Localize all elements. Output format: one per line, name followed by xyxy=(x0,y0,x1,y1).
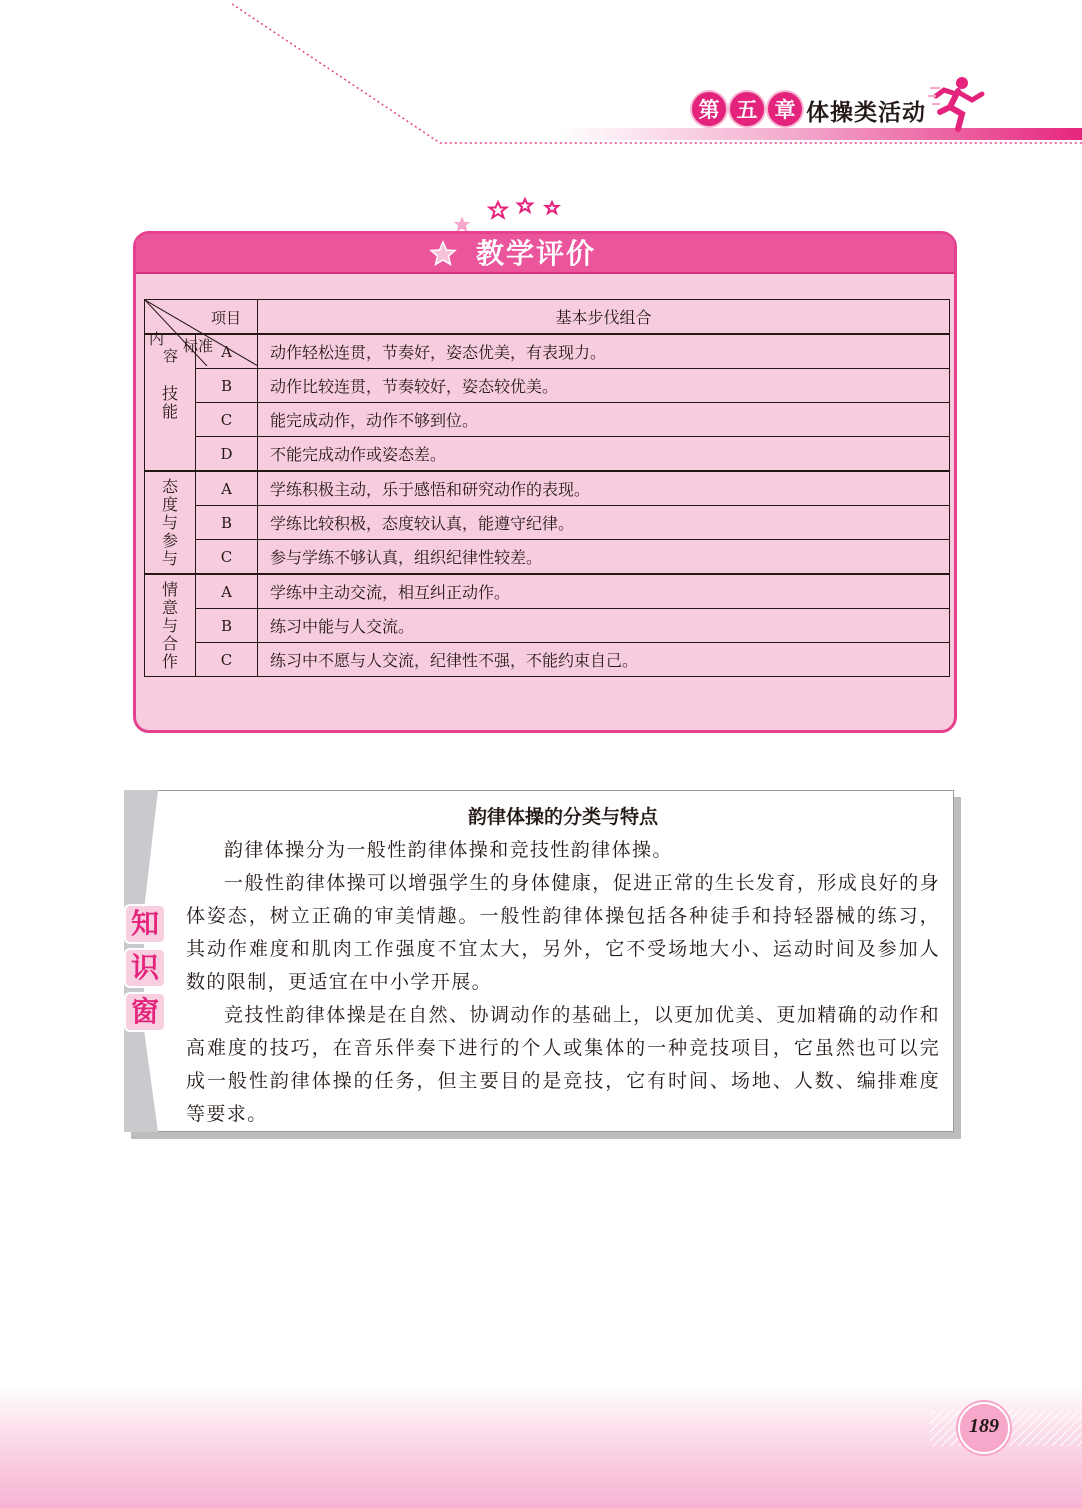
footer-gradient-band xyxy=(0,1386,1082,1508)
column-header: 基本步伐组合 xyxy=(258,300,950,335)
description-cell: 动作比较连贯，节奏较好，姿态较优美。 xyxy=(258,369,950,403)
knowledge-badge xyxy=(124,904,164,1036)
table-row xyxy=(145,369,950,403)
description-cell: 能完成动作，动作不够到位。 xyxy=(258,403,950,437)
category-label: 情意与合作 xyxy=(161,579,178,671)
description-cell: 参与学练不够认真，组织纪律性较差。 xyxy=(258,540,950,575)
table-row xyxy=(145,334,950,369)
level-cell: D xyxy=(196,437,258,472)
table-row xyxy=(145,506,950,540)
description-cell: 学练比较积极，态度较认真，能遵守纪律。 xyxy=(258,506,950,540)
paragraph: 竞技性韵律体操是在自然、协调动作的基础上，以更加优美、更加精确的动作和高难度的技巧，在音乐伴奏下进行的个人或集体的一种竞技项目，它虽然也可以完成一般性韵律体操的任务，但主要目的是竞技，它有时间、场地、人数、编排难度等要求。 xyxy=(186,1004,940,1125)
evaluation-title: 教学评价 xyxy=(476,237,597,270)
level-cell: C xyxy=(196,643,258,677)
chapter-char-2: 五 xyxy=(730,92,764,126)
page-number: 189 xyxy=(969,1415,999,1437)
description-cell: 学练中主动交流，相互纠正动作。 xyxy=(258,574,950,609)
level-cell: A xyxy=(196,574,258,609)
table-row xyxy=(145,471,950,506)
badge-char: 知 xyxy=(124,904,166,944)
category-label: 态度与参与 xyxy=(161,476,178,568)
title-star-icon xyxy=(428,240,458,270)
description-cell: 练习中能与人交流。 xyxy=(258,609,950,643)
header-gradient-bar xyxy=(560,128,1082,140)
badge-char: 识 xyxy=(124,948,166,988)
table-row xyxy=(145,643,950,677)
corner-label-content-2: 容 xyxy=(163,347,179,365)
chapter-name: 体操类活动 xyxy=(806,100,926,126)
level-cell: B xyxy=(196,506,258,540)
description-cell: 动作轻松连贯，节奏好，姿态优美，有表现力。 xyxy=(258,334,950,369)
table-header-row xyxy=(145,300,950,335)
corner-label-content-1: 内 xyxy=(149,330,165,348)
corner-label-standard: 标准 xyxy=(183,337,214,355)
level-cell: A xyxy=(196,334,258,369)
table-row xyxy=(145,540,950,575)
diagonal-header-cell xyxy=(145,300,258,365)
table-row xyxy=(145,609,950,643)
level-cell: B xyxy=(196,609,258,643)
table-row xyxy=(145,437,950,472)
category-label: 技能 xyxy=(161,383,178,421)
chapter-char-3: 章 xyxy=(768,92,802,126)
description-cell: 练习中不愿与人交流，纪律性不强，不能约束自己。 xyxy=(258,643,950,677)
table-row xyxy=(145,574,950,609)
level-cell: C xyxy=(196,540,258,575)
corner-label-item: 项目 xyxy=(211,309,242,327)
paragraph: 韵律体操分为一般性韵律体操和竞技性韵律体操。 xyxy=(224,839,673,861)
table-row xyxy=(145,403,950,437)
level-cell: A xyxy=(196,471,258,506)
category-cell xyxy=(145,471,196,574)
runner-icon xyxy=(928,74,990,132)
description-cell: 不能完成动作或姿态差。 xyxy=(258,437,950,472)
category-cell xyxy=(145,574,196,677)
level-cell: C xyxy=(196,403,258,437)
badge-char: 窗 xyxy=(124,992,166,1032)
knowledge-title: 韵律体操的分类与特点 xyxy=(467,806,658,828)
chapter-label xyxy=(692,92,802,128)
paragraph: 一般性韵律体操可以增强学生的身体健康，促进正常的生长发育，形成良好的身体姿态，树立正确的审美情趣。一般性韵律体操包括各种徒手和持轻器械的练习，其动作难度和肌肉工作强度不宜太大，另外，它不受场地大小、运动时间及参加人数的限制，更适宜在中小学开展。 xyxy=(186,872,940,993)
knowledge-body xyxy=(186,834,940,1131)
chapter-char-1: 第 xyxy=(692,92,726,126)
level-cell: B xyxy=(196,369,258,403)
description-cell: 学练积极主动，乐于感悟和研究动作的表现。 xyxy=(258,471,950,506)
evaluation-table xyxy=(144,299,950,677)
